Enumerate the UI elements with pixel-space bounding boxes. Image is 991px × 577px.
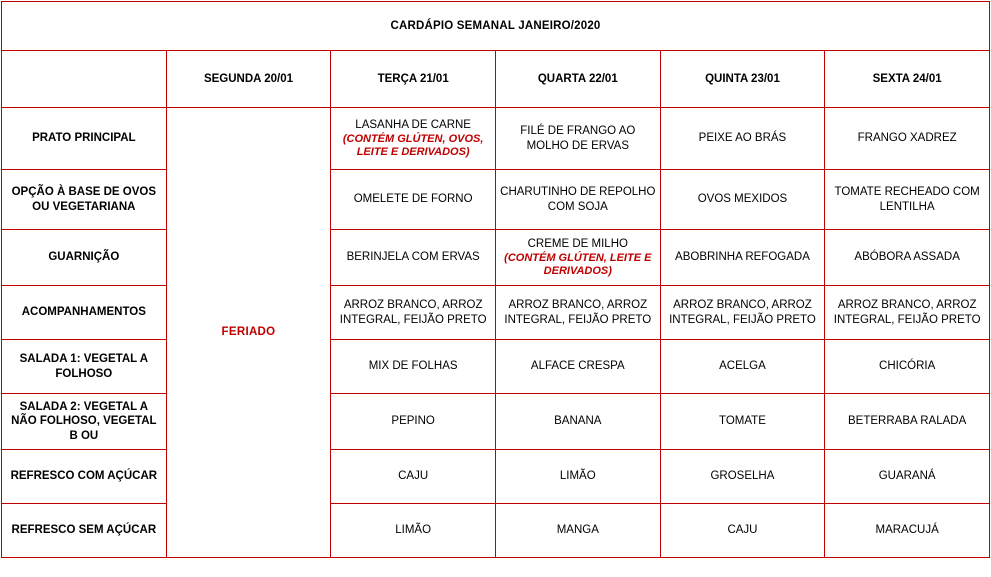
cell-text: ARROZ BRANCO, ARROZ INTEGRAL, FEIJÃO PRETO: [339, 299, 487, 326]
weekly-menu-table: [1, 1, 990, 558]
cell-text: ARROZ BRANCO, ARROZ INTEGRAL, FEIJÃO PRETO: [833, 299, 981, 326]
cell-salada-2-tuesday: [331, 394, 496, 450]
cell-prato-principal-friday: [825, 108, 990, 170]
cell-guarnicao-friday: [825, 230, 990, 286]
row-label-salada-2: SALADA 2: VEGETAL A NÃO FOLHOSO, VEGETAL B OU: [2, 394, 167, 450]
cell-text: ACELGA: [719, 360, 766, 373]
cell-text: CREME DE MILHO: [527, 238, 628, 251]
cell-text: CAJU: [727, 524, 758, 537]
table-row: [2, 230, 990, 286]
holiday-cell: FERIADO: [166, 108, 331, 558]
cell-salada-2-friday: [825, 394, 990, 450]
cell-text: LIMÃO: [559, 470, 596, 483]
cell-text: BANANA: [554, 415, 602, 428]
cell-text: CHICÓRIA: [879, 360, 936, 373]
cell-text: MANGA: [556, 524, 599, 537]
table-row: [2, 450, 990, 504]
day-header-monday: SEGUNDA 20/01: [166, 51, 331, 108]
cell-text: TOMATE: [719, 415, 766, 428]
cell-text: PEPINO: [391, 415, 435, 428]
cell-text: GUARANÁ: [878, 470, 936, 483]
cell-text: ARROZ BRANCO, ARROZ INTEGRAL, FEIJÃO PRETO: [669, 299, 816, 326]
header-row: [2, 51, 990, 108]
cell-text: LIMÃO: [395, 524, 432, 537]
cell-text: CAJU: [398, 470, 429, 483]
cell-text: LASANHA DE CARNE: [355, 119, 471, 132]
cell-text: TOMATE RECHEADO COM LENTILHA: [834, 186, 980, 213]
cell-acompanhamentos-wednesday: [495, 286, 660, 340]
row-label-acompanhamentos: ACOMPANHAMENTOS: [2, 286, 167, 340]
day-header-friday: SEXTA 24/01: [825, 51, 990, 108]
cell-salada-1-thursday: [660, 340, 825, 394]
cell-refresco-sem-acucar-thursday: [660, 504, 825, 558]
cell-salada-2-thursday: [660, 394, 825, 450]
day-header-thursday: QUINTA 23/01: [660, 51, 825, 108]
allergen-note: (CONTÉM GLÚTEN, LEITE E DERIVADOS): [504, 251, 652, 277]
cell-refresco-com-acucar-thursday: [660, 450, 825, 504]
cell-salada-1-tuesday: [331, 340, 496, 394]
cell-refresco-sem-acucar-friday: [825, 504, 990, 558]
table-corner-cell: [2, 51, 167, 108]
cell-text: FRANGO XADREZ: [857, 132, 957, 145]
cell-opcao-ovos-friday: [825, 170, 990, 230]
cell-text: BETERRABA RALADA: [848, 415, 967, 428]
cell-refresco-com-acucar-friday: [825, 450, 990, 504]
day-header-wednesday: QUARTA 22/01: [495, 51, 660, 108]
cell-opcao-ovos-tuesday: [331, 170, 496, 230]
cell-text: CHARUTINHO DE REPOLHO COM SOJA: [500, 186, 656, 213]
cell-text: ARROZ BRANCO, ARROZ INTEGRAL, FEIJÃO PRETO: [504, 299, 652, 326]
cell-text: GROSELHA: [710, 470, 775, 483]
cell-text: PEIXE AO BRÁS: [698, 132, 787, 145]
cell-refresco-com-acucar-tuesday: [331, 450, 496, 504]
cell-text: OVOS MEXIDOS: [697, 193, 788, 206]
cell-guarnicao-wednesday: [495, 230, 660, 286]
title-row: [2, 2, 990, 51]
allergen-note: (CONTÉM GLÚTEN, OVOS, LEITE E DERIVADOS): [342, 132, 484, 158]
cell-refresco-sem-acucar-tuesday: [331, 504, 496, 558]
cell-text: MARACUJÁ: [875, 524, 939, 537]
table-row: [2, 170, 990, 230]
cell-opcao-ovos-thursday: [660, 170, 825, 230]
cell-acompanhamentos-thursday: [660, 286, 825, 340]
cell-text: ABOBRINHA REFOGADA: [675, 251, 810, 264]
cell-text: ABÓBORA ASSADA: [854, 251, 960, 264]
row-label-refresco-com-acucar: REFRESCO COM AÇÚCAR: [2, 450, 167, 504]
cell-prato-principal-wednesday: [495, 108, 660, 170]
cell-refresco-sem-acucar-wednesday: [495, 504, 660, 558]
menu-sheet: [0, 1, 991, 577]
table-row: [2, 504, 990, 558]
day-header-tuesday: TERÇA 21/01: [331, 51, 496, 108]
row-label-guarnicao: GUARNIÇÃO: [2, 230, 167, 286]
cell-text: MIX DE FOLHAS: [368, 360, 458, 373]
cell-text: ALFACE CRESPA: [530, 360, 625, 373]
row-label-salada-1: SALADA 1: VEGETAL A FOLHOSO: [2, 340, 167, 394]
cell-refresco-com-acucar-wednesday: [495, 450, 660, 504]
cell-guarnicao-tuesday: [331, 230, 496, 286]
row-label-opcao-ovos: OPÇÃO À BASE DE OVOS OU VEGETARIANA: [2, 170, 167, 230]
cell-text: OMELETE DE FORNO: [353, 193, 473, 206]
cell-prato-principal-thursday: [660, 108, 825, 170]
cell-salada-1-friday: [825, 340, 990, 394]
table-row: [2, 108, 990, 170]
cell-salada-2-wednesday: [495, 394, 660, 450]
cell-prato-principal-tuesday: [331, 108, 496, 170]
cell-salada-1-wednesday: [495, 340, 660, 394]
row-label-prato-principal: PRATO PRINCIPAL: [2, 108, 167, 170]
row-label-refresco-sem-acucar: REFRESCO SEM AÇÚCAR: [2, 504, 167, 558]
cell-text: BERINJELA COM ERVAS: [346, 251, 480, 264]
table-row: [2, 340, 990, 394]
table-row: [2, 286, 990, 340]
page-title: CARDÁPIO SEMANAL JANEIRO/2020: [2, 2, 990, 51]
cell-guarnicao-thursday: [660, 230, 825, 286]
cell-acompanhamentos-friday: [825, 286, 990, 340]
cell-acompanhamentos-tuesday: [331, 286, 496, 340]
cell-text: FILÉ DE FRANGO AO MOLHO DE ERVAS: [520, 125, 636, 152]
table-row: [2, 394, 990, 450]
cell-opcao-ovos-wednesday: [495, 170, 660, 230]
